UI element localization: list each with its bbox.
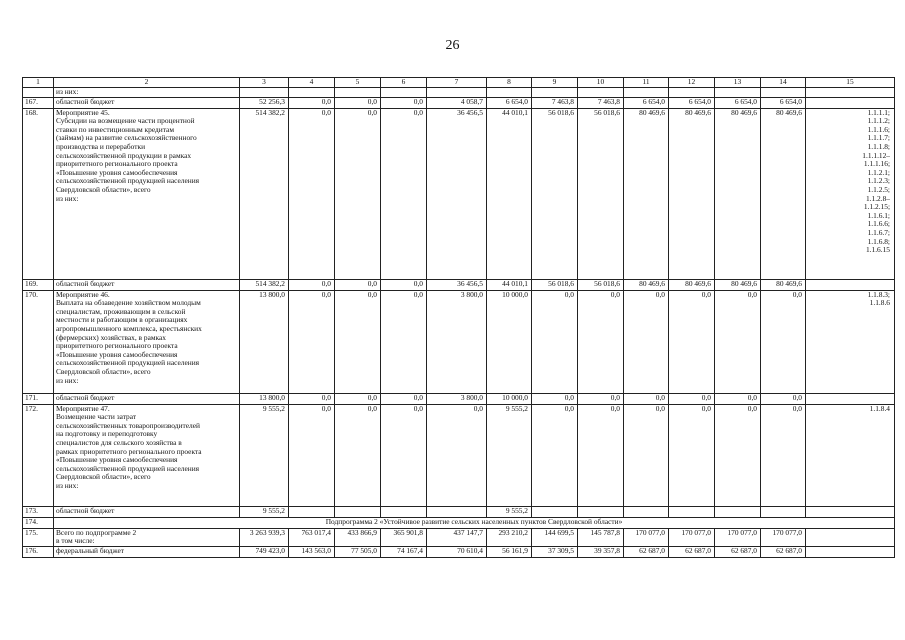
amount-cell-c14: 80 469,6 xyxy=(761,108,806,279)
amount-cell-c3: 52 256,3 xyxy=(240,97,289,108)
amount-cell-c4 xyxy=(289,506,335,517)
amount-cell-c6: 0,0 xyxy=(381,97,427,108)
column-header: 5 xyxy=(335,78,381,88)
amount-cell-c7: 3 800,0 xyxy=(427,290,487,393)
amount-cell-c11: 6 654,0 xyxy=(624,97,669,108)
amount-cell-c14: 0,0 xyxy=(761,393,806,404)
amount-cell-c6: 0,0 xyxy=(381,393,427,404)
amount-cell-c12: 0,0 xyxy=(669,290,715,393)
amount-cell-c12 xyxy=(669,88,715,98)
amount-cell-c10: 56 018,6 xyxy=(578,108,624,279)
table-row xyxy=(23,528,895,546)
table-row xyxy=(23,290,895,393)
amount-cell-c10 xyxy=(578,88,624,98)
column-header: 4 xyxy=(289,78,335,88)
amount-cell-c13: 0,0 xyxy=(715,290,761,393)
target-reference-cell: 1.1.8.4 xyxy=(806,404,895,506)
column-header: 7 xyxy=(427,78,487,88)
amount-cell-c5: 0,0 xyxy=(335,404,381,506)
amount-cell-c8: 10 000,0 xyxy=(487,290,532,393)
amount-cell-c13: 170 077,0 xyxy=(715,528,761,546)
amount-cell-c6: 0,0 xyxy=(381,279,427,290)
amount-cell-c3: 514 382,2 xyxy=(240,108,289,279)
amount-cell-c3: 514 382,2 xyxy=(240,279,289,290)
amount-cell-c12: 0,0 xyxy=(669,393,715,404)
description-cell: Мероприятие 46. Выплата на обзаведение хозяйством молодым специалистам, проживающим в сельской местности и работающим в организациях агропромышленного комплекса, крестьянских (фермерских) хозяйствах, в рамках приоритетного регионального проекта «Повышение уровня самообеспечения сельскохозяйственной продукцией населения Свердловской области», всего из них: xyxy=(54,290,240,393)
amount-cell-c10: 7 463,8 xyxy=(578,97,624,108)
target-reference-cell xyxy=(806,279,895,290)
amount-cell-c11: 0,0 xyxy=(624,404,669,506)
amount-cell-c13: 80 469,6 xyxy=(715,279,761,290)
amount-cell-c10: 145 787,8 xyxy=(578,528,624,546)
row-number-cell: 167. xyxy=(23,97,54,108)
amount-cell-c12: 80 469,6 xyxy=(669,279,715,290)
row-number-cell: 171. xyxy=(23,393,54,404)
amount-cell-c7 xyxy=(427,506,487,517)
amount-cell-c6: 0,0 xyxy=(381,108,427,279)
amount-cell-c8: 44 010,1 xyxy=(487,108,532,279)
amount-cell-c13: 6 654,0 xyxy=(715,97,761,108)
amount-cell-c4: 0,0 xyxy=(289,290,335,393)
amount-cell-c14: 80 469,6 xyxy=(761,279,806,290)
amount-cell-c8: 6 654,0 xyxy=(487,97,532,108)
amount-cell-c4 xyxy=(289,88,335,98)
column-header: 12 xyxy=(669,78,715,88)
amount-cell-c8: 44 010,1 xyxy=(487,279,532,290)
amount-cell-c13 xyxy=(715,88,761,98)
table-row xyxy=(23,393,895,404)
amount-cell-c9: 0,0 xyxy=(532,404,578,506)
amount-cell-c12: 80 469,6 xyxy=(669,108,715,279)
target-reference-cell xyxy=(806,528,895,546)
target-reference-cell: 1.1.8.3; 1.1.8.6 xyxy=(806,290,895,393)
column-header: 9 xyxy=(532,78,578,88)
amount-cell-c7: 36 456,5 xyxy=(427,108,487,279)
amount-cell-c4: 0,0 xyxy=(289,279,335,290)
amount-cell-c9: 144 699,5 xyxy=(532,528,578,546)
subprogram-title-cell: Подпрограмма 2 «Устойчивое развитие сельских населенных пунктов Свердловской области» xyxy=(54,517,895,528)
amount-cell-c14: 0,0 xyxy=(761,290,806,393)
description-cell: Мероприятие 45. Субсидии на возмещение части процентной ставки по инвестиционным кредитам (займам) на развитие сельскохозяйственного производства и переработки сельскохозяйственной продукции в рамках приоритетного регионального проекта «Повышение уровня самообеспечения сельскохозяйственной продукцией населения Свердловской области», всего из них: xyxy=(54,108,240,279)
amount-cell-c14: 62 687,0 xyxy=(761,546,806,557)
amount-cell-c10: 56 018,6 xyxy=(578,279,624,290)
row-number-cell: 173. xyxy=(23,506,54,517)
budget-table xyxy=(22,77,895,558)
table-row xyxy=(23,517,895,528)
amount-cell-c6: 365 901,8 xyxy=(381,528,427,546)
amount-cell-c7: 437 147,7 xyxy=(427,528,487,546)
amount-cell-c3: 3 263 939,3 xyxy=(240,528,289,546)
table-row xyxy=(23,506,895,517)
amount-cell-c11 xyxy=(624,506,669,517)
amount-cell-c3: 9 555,2 xyxy=(240,506,289,517)
table-row xyxy=(23,108,895,279)
amount-cell-c14 xyxy=(761,506,806,517)
row-number-cell: 169. xyxy=(23,279,54,290)
amount-cell-c10: 39 357,8 xyxy=(578,546,624,557)
amount-cell-c13: 0,0 xyxy=(715,393,761,404)
target-reference-cell xyxy=(806,506,895,517)
amount-cell-c9: 56 018,6 xyxy=(532,279,578,290)
column-header: 13 xyxy=(715,78,761,88)
amount-cell-c14 xyxy=(761,88,806,98)
amount-cell-c6: 0,0 xyxy=(381,290,427,393)
amount-cell-c3: 13 800,0 xyxy=(240,290,289,393)
column-header: 10 xyxy=(578,78,624,88)
amount-cell-c3: 13 800,0 xyxy=(240,393,289,404)
table-header-row xyxy=(23,78,895,88)
amount-cell-c9: 0,0 xyxy=(532,393,578,404)
amount-cell-c4: 0,0 xyxy=(289,108,335,279)
amount-cell-c10: 0,0 xyxy=(578,404,624,506)
amount-cell-c3: 749 423,0 xyxy=(240,546,289,557)
amount-cell-c4: 0,0 xyxy=(289,393,335,404)
amount-cell-c13 xyxy=(715,506,761,517)
amount-cell-c6 xyxy=(381,506,427,517)
amount-cell-c13: 62 687,0 xyxy=(715,546,761,557)
amount-cell-c11 xyxy=(624,88,669,98)
amount-cell-c5: 77 505,0 xyxy=(335,546,381,557)
amount-cell-c11: 80 469,6 xyxy=(624,279,669,290)
column-header: 2 xyxy=(54,78,240,88)
table-row xyxy=(23,546,895,557)
amount-cell-c4: 0,0 xyxy=(289,97,335,108)
amount-cell-c12: 62 687,0 xyxy=(669,546,715,557)
amount-cell-c8: 9 555,2 xyxy=(487,404,532,506)
amount-cell-c11: 62 687,0 xyxy=(624,546,669,557)
amount-cell-c10 xyxy=(578,506,624,517)
amount-cell-c4: 0,0 xyxy=(289,404,335,506)
amount-cell-c11: 80 469,6 xyxy=(624,108,669,279)
amount-cell-c7: 3 800,0 xyxy=(427,393,487,404)
column-header: 14 xyxy=(761,78,806,88)
description-cell: областной бюджет xyxy=(54,97,240,108)
description-cell: областной бюджет xyxy=(54,279,240,290)
amount-cell-c12: 0,0 xyxy=(669,404,715,506)
amount-cell-c11: 0,0 xyxy=(624,290,669,393)
amount-cell-c5: 0,0 xyxy=(335,290,381,393)
page-number: 26 xyxy=(445,38,460,53)
description-cell: Мероприятие 47. Возмещение части затрат сельскохозяйственных товаропроизводителей на подготовку и переподготовку специалистов для сельского хозяйства в рамках приоритетного регионального проекта «Повышение уровня самообеспечения сельскохозяйственной продукцией населения Свердловской области», всего из них: xyxy=(54,404,240,506)
amount-cell-c10: 0,0 xyxy=(578,290,624,393)
target-reference-cell xyxy=(806,88,895,98)
table-row xyxy=(23,97,895,108)
amount-cell-c5: 0,0 xyxy=(335,393,381,404)
amount-cell-c7: 0,0 xyxy=(427,404,487,506)
amount-cell-c4: 763 017,4 xyxy=(289,528,335,546)
row-number-cell: 175. xyxy=(23,528,54,546)
amount-cell-c12: 6 654,0 xyxy=(669,97,715,108)
amount-cell-c5: 0,0 xyxy=(335,279,381,290)
table-row xyxy=(23,279,895,290)
amount-cell-c13: 0,0 xyxy=(715,404,761,506)
column-header: 11 xyxy=(624,78,669,88)
amount-cell-c6 xyxy=(381,88,427,98)
amount-cell-c8: 9 555,2 xyxy=(487,506,532,517)
amount-cell-c4: 143 563,0 xyxy=(289,546,335,557)
row-number-cell: 174. xyxy=(23,517,54,528)
amount-cell-c13: 80 469,6 xyxy=(715,108,761,279)
amount-cell-c5: 0,0 xyxy=(335,97,381,108)
amount-cell-c10: 0,0 xyxy=(578,393,624,404)
amount-cell-c9: 37 309,5 xyxy=(532,546,578,557)
target-reference-cell xyxy=(806,97,895,108)
column-header: 6 xyxy=(381,78,427,88)
description-cell: из них: xyxy=(54,88,240,98)
column-header: 3 xyxy=(240,78,289,88)
amount-cell-c7: 36 456,5 xyxy=(427,279,487,290)
amount-cell-c7: 4 058,7 xyxy=(427,97,487,108)
description-cell: областной бюджет xyxy=(54,506,240,517)
amount-cell-c11: 0,0 xyxy=(624,393,669,404)
row-number-cell: 176. xyxy=(23,546,54,557)
amount-cell-c7: 70 610,4 xyxy=(427,546,487,557)
row-number-cell: 168. xyxy=(23,108,54,279)
amount-cell-c9: 0,0 xyxy=(532,290,578,393)
amount-cell-c8: 293 210,2 xyxy=(487,528,532,546)
amount-cell-c5: 0,0 xyxy=(335,108,381,279)
amount-cell-c9 xyxy=(532,88,578,98)
amount-cell-c8 xyxy=(487,88,532,98)
amount-cell-c14: 0,0 xyxy=(761,404,806,506)
column-header: 1 xyxy=(23,78,54,88)
row-number-cell: 170. xyxy=(23,290,54,393)
amount-cell-c14: 170 077,0 xyxy=(761,528,806,546)
description-cell: федеральный бюджет xyxy=(54,546,240,557)
amount-cell-c9: 7 463,8 xyxy=(532,97,578,108)
row-number-cell xyxy=(23,88,54,98)
amount-cell-c5 xyxy=(335,506,381,517)
amount-cell-c5: 433 866,9 xyxy=(335,528,381,546)
target-reference-cell xyxy=(806,393,895,404)
column-header: 8 xyxy=(487,78,532,88)
amount-cell-c14: 6 654,0 xyxy=(761,97,806,108)
column-header: 15 xyxy=(806,78,895,88)
amount-cell-c6: 0,0 xyxy=(381,404,427,506)
amount-cell-c12 xyxy=(669,506,715,517)
description-cell: областной бюджет xyxy=(54,393,240,404)
table-row xyxy=(23,88,895,98)
amount-cell-c8: 56 161,9 xyxy=(487,546,532,557)
amount-cell-c3: 9 555,2 xyxy=(240,404,289,506)
amount-cell-c5 xyxy=(335,88,381,98)
amount-cell-c12: 170 077,0 xyxy=(669,528,715,546)
description-cell: Всего по подпрограмме 2 в том числе: xyxy=(54,528,240,546)
amount-cell-c3 xyxy=(240,88,289,98)
amount-cell-c9 xyxy=(532,506,578,517)
amount-cell-c7 xyxy=(427,88,487,98)
target-reference-cell xyxy=(806,546,895,557)
amount-cell-c9: 56 018,6 xyxy=(532,108,578,279)
amount-cell-c8: 10 000,0 xyxy=(487,393,532,404)
amount-cell-c6: 74 167,4 xyxy=(381,546,427,557)
target-reference-cell: 1.1.1.1; 1.1.1.2; 1.1.1.6; 1.1.1.7; 1.1.1.8; 1.1.1.12– 1.1.1.16; 1.1.2.1; 1.1.2.3; 1.1.2.5; 1.1.2.8– 1.1.2.15; 1.1.6.1; 1.1.6.6; 1.1.6.7; 1.1.6.8; 1.1.6.15 xyxy=(806,108,895,279)
amount-cell-c11: 170 077,0 xyxy=(624,528,669,546)
table-row xyxy=(23,404,895,506)
row-number-cell: 172. xyxy=(23,404,54,506)
